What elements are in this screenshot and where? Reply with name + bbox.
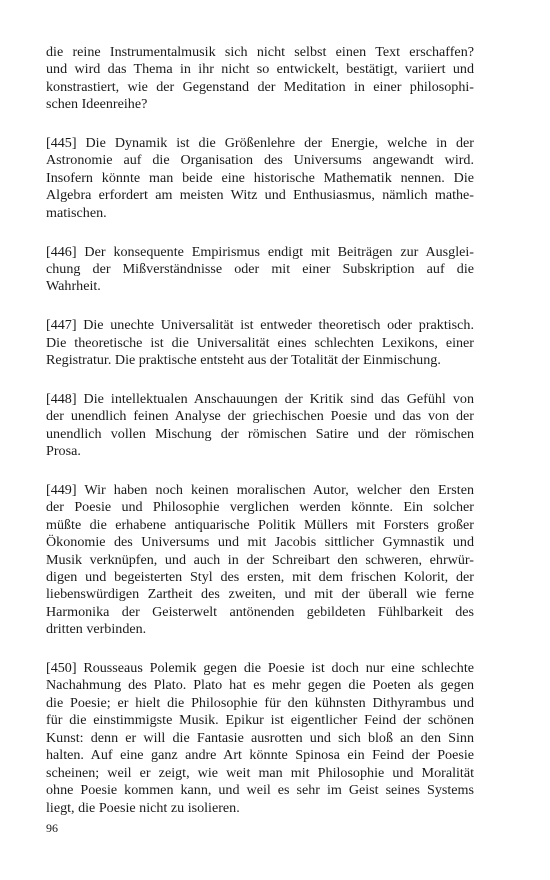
text-line: [448] Die intellektualen Anschauungen der Kritik sind das Gefühl von	[46, 390, 474, 407]
text-line: die Poesie; er hielt die Philosophie für den kühnsten Dithyrambus und	[46, 694, 474, 711]
paragraph	[46, 44, 474, 114]
paragraph	[46, 317, 474, 369]
text-line: müßte die erhabene antiquarische Politik Müllers mit Forsters großer	[46, 516, 474, 533]
text-line: scheinen; weil er zeigt, wie weit man mit Philosophie und Moralität	[46, 764, 474, 781]
text-line: für die einstimmigste Musik. Epikur ist eigentlicher Feind der schönen	[46, 712, 474, 729]
paragraph	[46, 135, 474, 222]
paragraph	[46, 660, 474, 817]
text-line: der Poesie und Philosophie verglichen werden könnte. Ein solcher	[46, 499, 474, 516]
text-line: die reine Instrumentalmusik sich nicht selbst einen Text erschaffen?	[46, 44, 474, 60]
text-line: ohne Poesie kommen kann, und weil es sehr im Geist seines Systems	[46, 782, 474, 799]
text-line: Nachahmung des Plato. Plato hat es mehr gegen die Poeten als gegen	[46, 677, 474, 694]
text-line: liegt, die Poesie nicht zu isolieren.	[46, 799, 240, 816]
text-line: und wird das Thema in ihr nicht so entwickelt, bestätigt, variiert und	[46, 61, 474, 78]
text-line: matischen.	[46, 204, 107, 221]
text-line: dritten verbinden.	[46, 621, 147, 638]
text-line: Kunst: denn er will die Fantasie ausrotten und sich bloß an den Sinn	[46, 729, 474, 746]
text-line: digen und begeisterten Styl des ersten, mit dem frischen Kolorit, der	[46, 568, 474, 585]
paragraph	[46, 244, 474, 296]
text-line: Die theoretische ist die Universalität eines schlechten Lexikons, einer	[46, 334, 474, 351]
text-line: [450] Rousseaus Polemik gegen die Poesie ist doch nur eine schlechte	[46, 660, 474, 677]
page-body	[46, 44, 474, 838]
page-number: 96	[46, 821, 58, 835]
paragraph	[46, 391, 474, 461]
text-line: Registratur. Die praktische entsteht aus der Totalität der Einmischung.	[46, 352, 441, 369]
text-line: Prosa.	[46, 443, 81, 460]
text-line: Algebra erfordert am meisten Witz und Enthusiasmus, nämlich mathe-	[46, 187, 474, 204]
text-line: halten. Auf eine ganz andre Art könnte Spinosa ein Feind der Poesie	[46, 747, 474, 764]
text-line: Astronomie auf die Organisation des Universums angewandt wird.	[46, 152, 474, 169]
text-line: Musik verknüpfen, und auch in der Schreibart den schweren, ehrwür-	[46, 551, 474, 568]
text-line: Insofern könnte man beide eine historische Mathematik nennen. Die	[46, 169, 474, 186]
text-line: Ökonomie des Universums und mit Jacobis sittlicher Gymnastik und	[46, 534, 474, 551]
text-line: chung der Mißverständnisse oder mit einer Subskription auf die	[46, 260, 474, 277]
text-line: Harmonika der Geisterwelt antönenden gebildeten Fühlbarkeit des	[46, 603, 474, 620]
text-line: [445] Die Dynamik ist die Größenlehre der Energie, welche in der	[46, 135, 474, 152]
text-line: konstrastiert, wie der Gegenstand der Meditation in einer philosophi-	[46, 78, 474, 95]
text-line: der unendlich feinen Analyse der griechischen Poesie und das von der	[46, 408, 474, 425]
text-line: unendlich vollen Mischung der römischen Satire und der römischen	[46, 425, 474, 442]
text-line: [447] Die unechte Universalität ist entweder theoretisch oder praktisch.	[46, 317, 474, 334]
text-line: liebenswürdigen Zartheit des zweiten, und mit der überall wie ferne	[46, 586, 474, 603]
text-line: Wahrheit.	[46, 278, 101, 295]
text-line: [449] Wir haben noch keinen moralischen Autor, welcher den Ersten	[46, 481, 474, 498]
text-line: [446] Der konsequente Empirismus endigt mit Beiträgen zur Ausglei-	[46, 243, 474, 260]
paragraph	[46, 482, 474, 639]
text-line: schen Ideenreihe?	[46, 96, 148, 113]
